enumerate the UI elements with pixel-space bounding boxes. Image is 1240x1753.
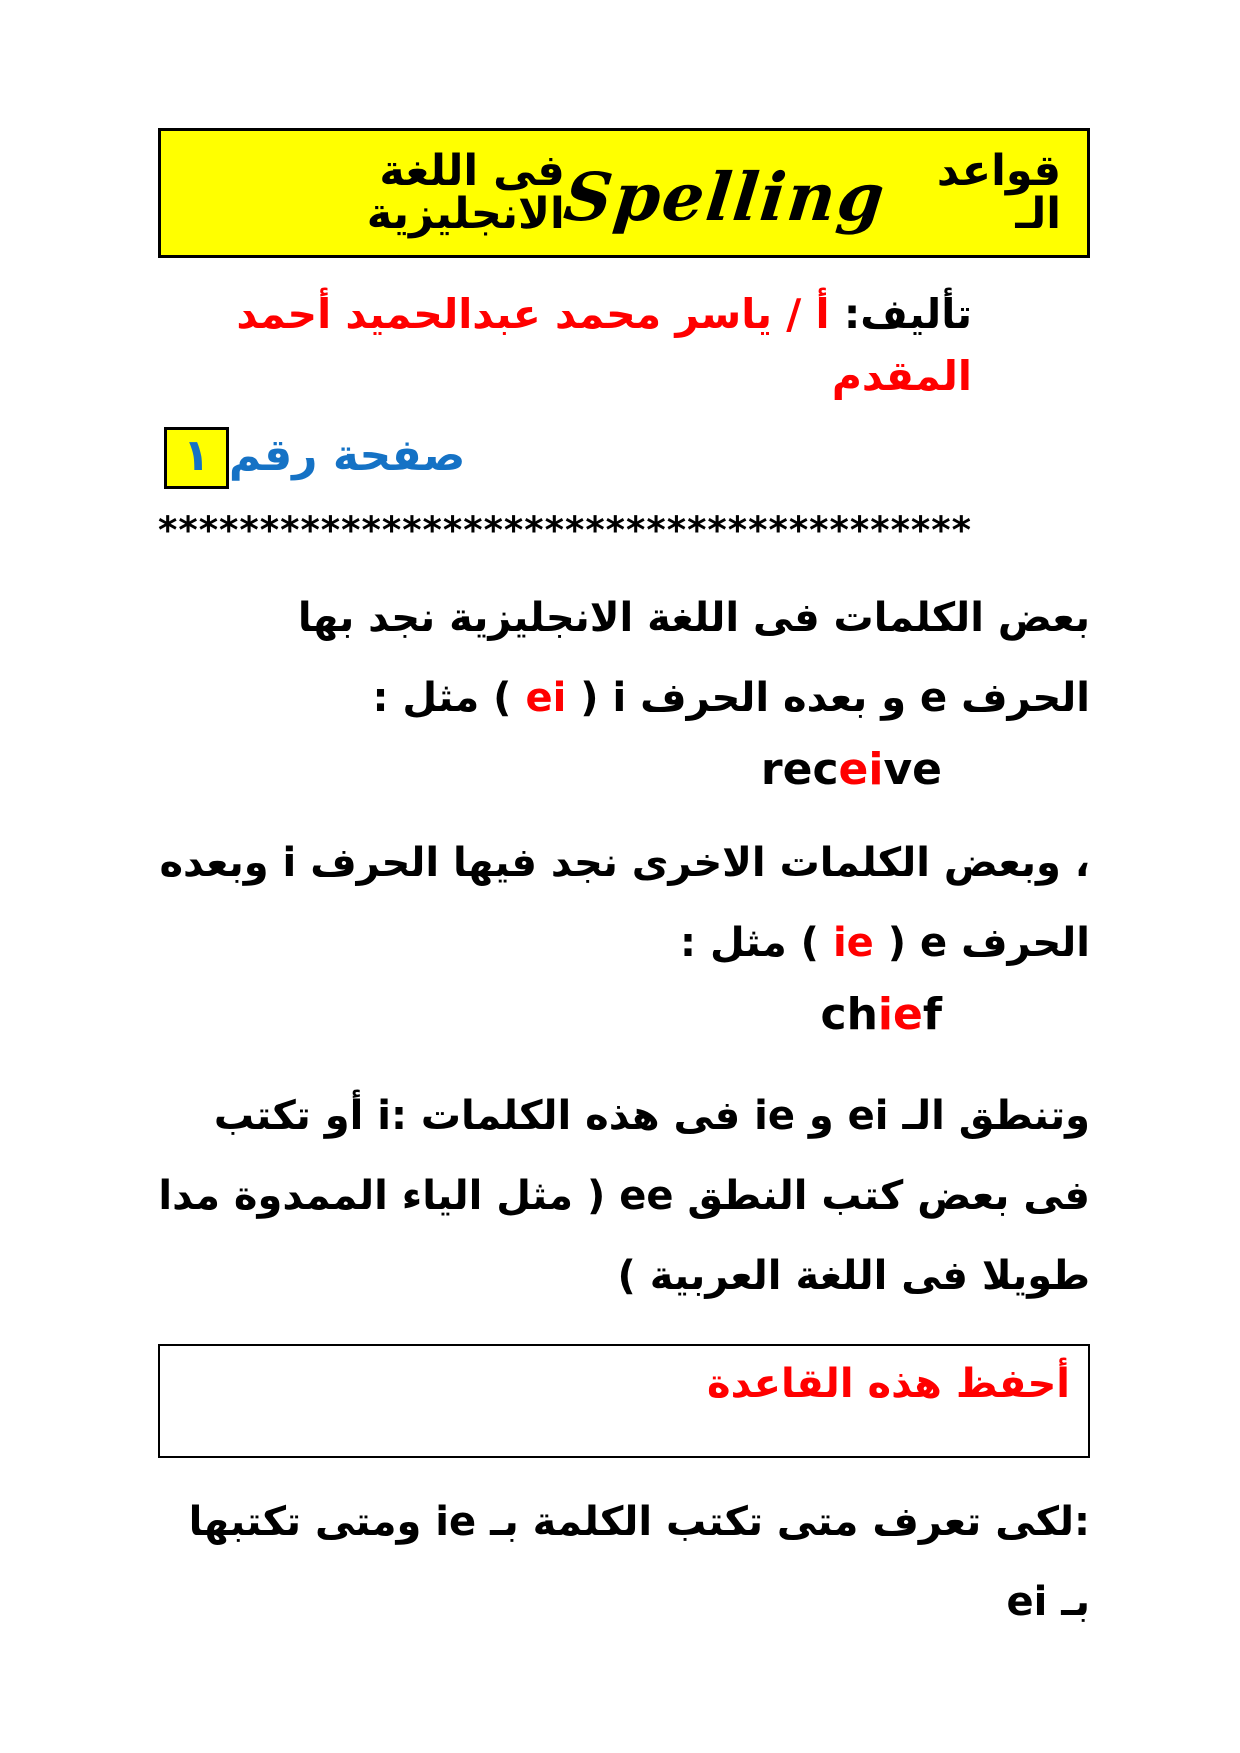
title-banner xyxy=(158,128,1090,258)
title-word-spelling: Spelling xyxy=(560,158,890,236)
paragraph-ei-rule xyxy=(158,578,1090,738)
paragraph-ei-text-after: )‏ مثل : xyxy=(372,675,512,722)
paragraph-ei-text-before: بعض الكلمات فى اللغة الانجليزية نجد بها الحرف e و بعده الحرف i ‏( xyxy=(297,595,1090,722)
paragraph-pronunciation: وتنطق الـ ei و ie فى هذه الكلمات :i أو تكتب فى بعض كتب النطق ee ( مثل الياء الممدوة مدا طويلا فى اللغة العربية ) xyxy=(158,1093,1090,1300)
page-number-label: صفحة رقم xyxy=(228,430,466,481)
title-prefix: قواعد الـ xyxy=(936,146,1061,239)
author-line xyxy=(158,284,1090,407)
chief-ie-highlight: ie xyxy=(877,989,923,1041)
paragraph-ie-rule xyxy=(158,823,1090,983)
receive-suffix: ve xyxy=(883,744,942,796)
rule-box xyxy=(158,1344,1090,1458)
ei-highlight: ei xyxy=(525,675,567,722)
example-word-chief xyxy=(158,987,1090,1042)
title-suffix: فى اللغة الانجليزية xyxy=(366,146,565,239)
chief-suffix: f xyxy=(922,989,942,1041)
chief-prefix: ch xyxy=(820,989,878,1041)
rule-box-title: أحفظ هذه القاعدة xyxy=(706,1361,1070,1408)
receive-ei-highlight: ei xyxy=(838,744,884,796)
author-label: تأليف: xyxy=(843,290,972,338)
example-word-receive xyxy=(158,742,1090,797)
page-number-badge: ١ xyxy=(164,427,229,489)
paragraph-when-to-write: :لكى تعرف متى تكتب الكلمة بـ ie ومتى تكتبها بـ ei xyxy=(188,1499,1090,1626)
ie-highlight: ie xyxy=(832,920,874,967)
receive-prefix: rec xyxy=(760,744,839,796)
author-name: أ / ياسر محمد عبدالحميد أحمد المقدم xyxy=(236,290,972,400)
paragraph-ie-text-before: ، وبعض الكلمات الاخرى نجد فيها الحرف i وبعده الحرف e ‏( xyxy=(159,840,1090,967)
asterisk-divider: **************************************** xyxy=(158,509,972,553)
page-number-line xyxy=(164,421,1090,491)
paragraph-ie-text-after: )‏ مثل : xyxy=(680,920,819,967)
